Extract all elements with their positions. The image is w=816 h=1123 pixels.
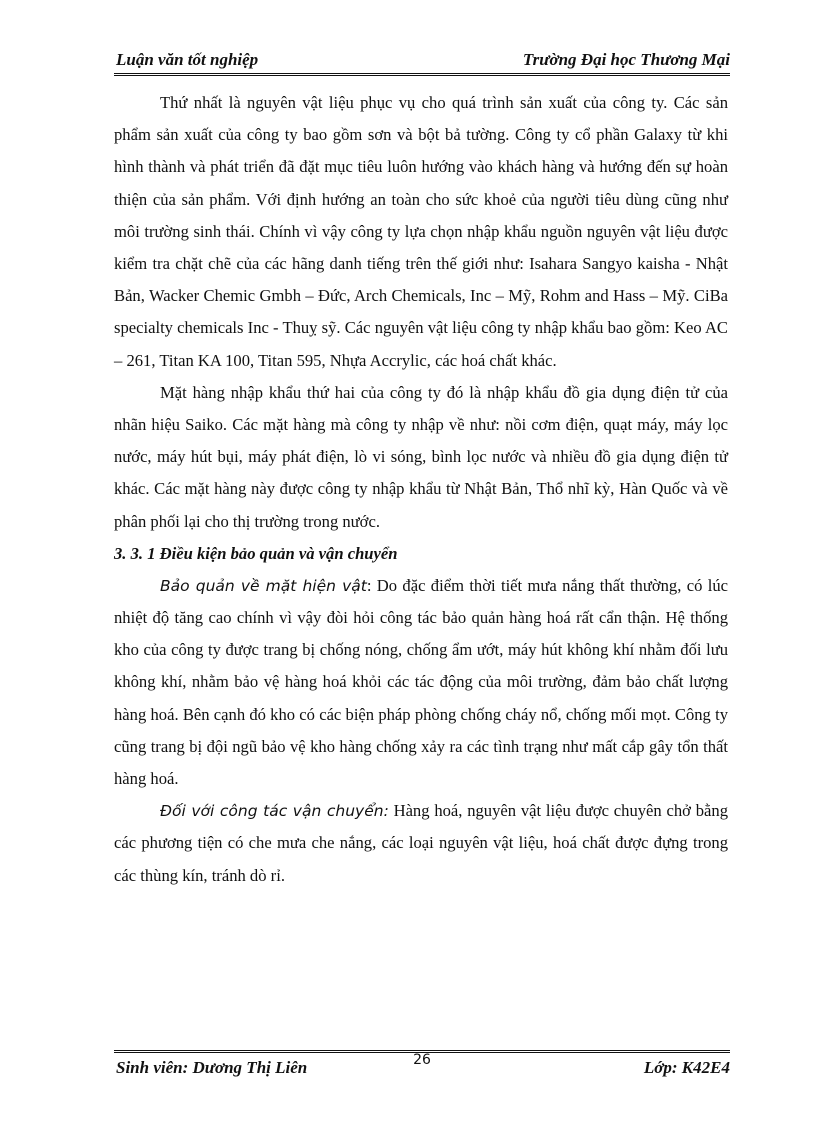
paragraph-storage [114, 570, 728, 795]
paragraph-household-electronics: Mặt hàng nhập khẩu thứ hai của công ty đó là nhập khẩu đồ gia dụng điện tử của nhãn hiệu Saiko. Các mặt hàng mà công ty nhập về như: nồi cơm điện, quạt máy, máy lọc nước, máy hút bụi, máy phát điện, lò vi sóng, bình lọc nước và nhiều đồ gia dụng điện tử khác. Các mặt hàng này được công ty nhập khẩu từ Nhật Bản, Thổ nhĩ kỳ, Hàn Quốc và về phân phối lại cho thị trường trong nước. [114, 382, 728, 531]
paragraph-transport [114, 795, 728, 892]
page-header [114, 47, 730, 73]
paragraph-raw-materials: Thứ nhất là nguyên vật liệu phục vụ cho quá trình sản xuất của công ty. Các sản phẩm sản xuất của công ty bao gồm sơn và bột bả tường. Công ty cổ phần Galaxy từ khi hình thành và phát triển đã đặt mục tiêu luôn hướng vào khách hàng và hướng đến sự hoàn thiện của sản phẩm. Với định hướng an toàn cho sức khoẻ của người tiêu dùng cũng như môi trường sinh thái. Chính vì vậy công ty lựa chọn nhập khẩu nguồn nguyên vật liệu được kiểm tra chặt chẽ của các hãng danh tiếng trên thế giới như: Isahara Sangyo kaisha - Nhật Bản, Wacker Chemic Gmbh – Đức, Arch Chemicals, Inc – Mỹ, Rohm and Hass – Mỹ. CiBa specialty chemicals Inc - Thuỵ sỹ. Các nguyên vật liệu công ty nhập khẩu bao gồm: Keo AC – 261, Titan KA 100, Titan 595, Nhựa Accrylic, các hoá chất khác. [114, 93, 728, 370]
transport-text: Hàng hoá, nguyên vật liệu được chuyên chở bằng các phương tiện có che mưa che nắng, các loại nguyên vật liệu, hoá chất được đựng trong các thùng kín, tránh dò rỉ. [114, 801, 728, 885]
header-divider [114, 73, 730, 76]
storage-text: : Do đặc điểm thời tiết mưa nắng thất thường, có lúc nhiệt độ tăng cao chính vì vậy đòi hỏi công tác bảo quản hàng hoá rất cẩn thận. Hệ thống kho của công ty được trang bị chống nóng, chống ẩm ướt, máy hút không khí nhằm đối lưu không khí, nhằm bảo vệ hàng hoá khỏi các tác động của môi trường, đảm bảo chất lượng hàng hoá. Bên cạnh đó kho có các biện pháp phòng chống cháy nổ, chống mối mọt. Công ty cũng trang bị đội ngũ bảo vệ kho hàng chống xảy ra các tình trạng như mất cắp gây tổn thất hàng hoá. [114, 575, 728, 789]
storage-lead-phrase: Bảo quản về mặt hiện vật [160, 576, 367, 595]
header-thesis-title: Luận văn tốt nghiệp [116, 50, 259, 69]
page-footer [114, 1052, 730, 1080]
section-heading: 3. 3. 1 Điều kiện bảo quản và vận chuyển [114, 543, 398, 563]
page-body [114, 87, 728, 892]
header-university-name: Trường Đại học Thương Mại [522, 50, 730, 69]
footer-class-code: Lớp: K42E4 [643, 1058, 730, 1077]
footer-student-name: Sinh viên: Dương Thị Liên [116, 1058, 308, 1077]
page-number: 26 [413, 1052, 431, 1068]
transport-lead-phrase: Đối với công tác vận chuyển: [160, 802, 389, 821]
